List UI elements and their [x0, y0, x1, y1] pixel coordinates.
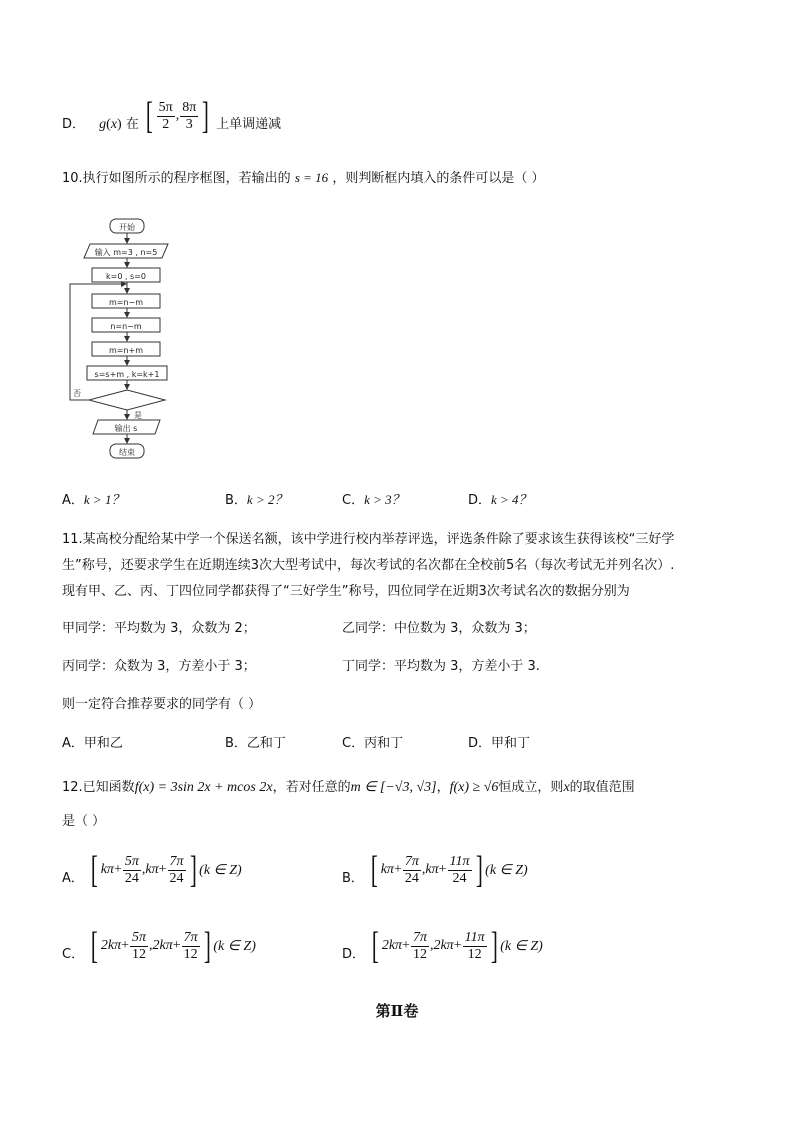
- option-label: C．: [342, 736, 365, 751]
- option-label: D．: [468, 736, 492, 751]
- option-expr: k > 1？: [83, 492, 125, 507]
- stem-text: 12.已知函数: [62, 780, 135, 795]
- stem-text: 的取值范围: [569, 780, 635, 795]
- option-term: 2kπ: [381, 938, 403, 953]
- option-text: 乙和丁: [246, 736, 286, 751]
- flow-end-label: 结束: [119, 448, 135, 457]
- option-tail: (k ∈ Z): [213, 938, 256, 954]
- q10-option-c: [342, 489, 405, 508]
- fraction-numerator: 11π: [449, 853, 470, 869]
- option-label: D．: [342, 947, 366, 962]
- function-name: g: [99, 117, 107, 132]
- option-tail: (k ∈ Z): [500, 938, 543, 954]
- flow-output-label: 输出 s: [114, 424, 138, 433]
- fraction-denominator: 12: [467, 946, 482, 962]
- q12-option-b: B． [ kπ + $\frac{7\pi}{24}$ , kπ + $\frac{11\pi}{24}$ ] (k ∈ Z): [342, 849, 528, 891]
- q11-bing: 丙同学：众数为 3，方差小于 3；: [62, 659, 256, 674]
- flow-yes-label: 是: [134, 411, 142, 420]
- q11-option-d: [468, 732, 530, 751]
- flow-no-label: 否: [73, 389, 81, 398]
- flowchart: [60, 212, 200, 464]
- stem-range: m ∈ [−√3, √3]: [350, 780, 437, 795]
- fraction-denominator: 12: [412, 946, 427, 962]
- option-term: kπ: [425, 862, 439, 877]
- q10-option-d: [468, 489, 532, 508]
- text-in: 在: [125, 117, 139, 132]
- text-tail: 上单调递减: [216, 117, 282, 132]
- fraction-denominator: 12: [183, 946, 198, 962]
- q10-option-a: [62, 489, 124, 508]
- option-label: A．: [62, 736, 84, 751]
- flow-step2-label: n=n−m: [110, 322, 142, 331]
- option-label: C．: [342, 493, 365, 508]
- flow-step1-label: m=n−m: [108, 298, 144, 307]
- q11-jia: 甲同学：平均数为 3，众数为 2；: [62, 621, 256, 636]
- q11-yi: 乙同学：中位数为 3，众数为 3；: [342, 621, 536, 636]
- stem-variable: x: [563, 780, 570, 795]
- fraction-denominator: 2: [162, 116, 170, 132]
- fraction-numerator: 7π: [412, 929, 427, 945]
- option-term: kπ: [100, 862, 114, 877]
- q11-line3: 现有甲、乙、丙、丁四位同学都获得了“三好学生”称号，四位同学在近期3次考试名次的数据分别为: [62, 584, 630, 599]
- section-title: 第Ⅱ卷: [375, 1002, 419, 1020]
- flow-decision-box: [89, 390, 165, 410]
- q10-stem: [62, 167, 544, 186]
- fraction-denominator: 24: [124, 870, 139, 886]
- fraction-numerator: 7π: [169, 853, 184, 869]
- fraction-numerator: 8π: [182, 99, 197, 115]
- option-expr: k > 2？: [246, 492, 288, 507]
- fraction-numerator: 5π: [132, 929, 147, 945]
- q11-question: 则一定符合推荐要求的同学有（ ）: [62, 697, 262, 712]
- option-label: B．: [225, 493, 247, 508]
- option-term: 2kπ: [152, 938, 173, 953]
- q12-option-a: A． [ kπ + $\frac{5\pi}{24}$ , kπ + $\frac{7\pi}{24}$ ] (k ∈ Z): [62, 849, 242, 891]
- fraction-denominator: 3: [185, 116, 193, 132]
- fraction-numerator: 5π: [124, 853, 139, 869]
- option-expr: k > 4？: [491, 492, 532, 507]
- option-tail: (k ∈ Z): [199, 862, 242, 878]
- option-label: A．: [62, 493, 84, 508]
- stem-variable: s = 16: [294, 170, 329, 185]
- q11-option-a: [62, 732, 123, 751]
- option-text: 甲和乙: [83, 736, 123, 751]
- stem-text: ，: [436, 780, 450, 795]
- q12-stem: [62, 776, 635, 796]
- q9-option-d: D． g ( x ) 在 [ $\frac{5\pi}{2}$ , $\frac{8\pi}{3}$ ] 上单调递减: [62, 95, 282, 137]
- option-label: B．: [342, 871, 364, 886]
- q11-line2: 生”称号，还要求学生在近期连续3次大型考试中，每次考试的名次都在全校前5名（每次考试无并列名次）.: [62, 558, 675, 573]
- stem-text: 恒成立，则: [498, 780, 564, 795]
- option-label: C．: [62, 947, 85, 962]
- flow-step3-label: m=n+m: [108, 346, 144, 355]
- fraction-numerator: 11π: [464, 929, 485, 945]
- option-text: 甲和丁: [491, 736, 531, 751]
- flow-init-label: k=0 , s=0: [105, 272, 147, 281]
- q11-line1: 11.某高校分配给某中学一个保送名额，该中学进行校内举荐评选，评选条件除了要求该生获得该校“三好学: [62, 532, 675, 547]
- option-tail: (k ∈ Z): [485, 862, 528, 878]
- q11-option-c: [342, 732, 403, 751]
- q12-option-d: D． [ 2kπ + $\frac{7\pi}{12}$ , 2kπ + $\frac{11\pi}{12}$ ] (k ∈ Z): [342, 925, 543, 967]
- option-label: D．: [468, 493, 492, 508]
- flow-step4-label: s=s+m , k=k+1: [94, 370, 160, 379]
- option-label: A．: [62, 871, 84, 886]
- flow-input-label: 输入 m=3 , n=5: [94, 248, 158, 257]
- stem-inequality: f(x) ≥ √6: [449, 780, 499, 795]
- fraction-denominator: 24: [404, 870, 419, 886]
- stem-text: 10.执行如图所示的程序框图，若输出的: [62, 171, 291, 186]
- q11-option-b: [225, 732, 286, 751]
- variable: x: [110, 117, 118, 132]
- option-label: B．: [225, 736, 247, 751]
- fraction-denominator: 12: [132, 946, 147, 962]
- fraction-numerator: 7π: [404, 853, 419, 869]
- option-expr: k > 3？: [364, 492, 405, 507]
- q12-stem-line2: 是（ ）: [62, 814, 106, 829]
- fraction-denominator: 24: [169, 870, 184, 886]
- stem-text: ，则判断框内填入的条件可以是（ ）: [332, 171, 545, 186]
- flow-start-label: 开始: [119, 223, 135, 232]
- q12-option-c: C． [ 2kπ + $\frac{5\pi}{12}$ , 2kπ + $\frac{7\pi}{12}$ ] (k ∈ Z): [62, 925, 256, 967]
- fraction-numerator: 7π: [183, 929, 198, 945]
- option-text: 丙和丁: [364, 736, 404, 751]
- fraction-denominator: 24: [452, 870, 467, 886]
- option-term: 2kπ: [433, 938, 454, 953]
- stem-text: ，若对任意的: [272, 780, 351, 795]
- option-term: kπ: [145, 862, 159, 877]
- option-term: 2kπ: [100, 938, 122, 953]
- q10-option-b: [225, 489, 287, 508]
- q11-ding: 丁同学：平均数为 3，方差小于 3.: [342, 659, 540, 674]
- option-term: kπ: [380, 862, 394, 877]
- stem-function: f(x) = 3sin 2x + mcos 2x: [134, 780, 273, 795]
- option-label: D．: [62, 117, 86, 132]
- fraction-numerator: 5π: [158, 99, 173, 115]
